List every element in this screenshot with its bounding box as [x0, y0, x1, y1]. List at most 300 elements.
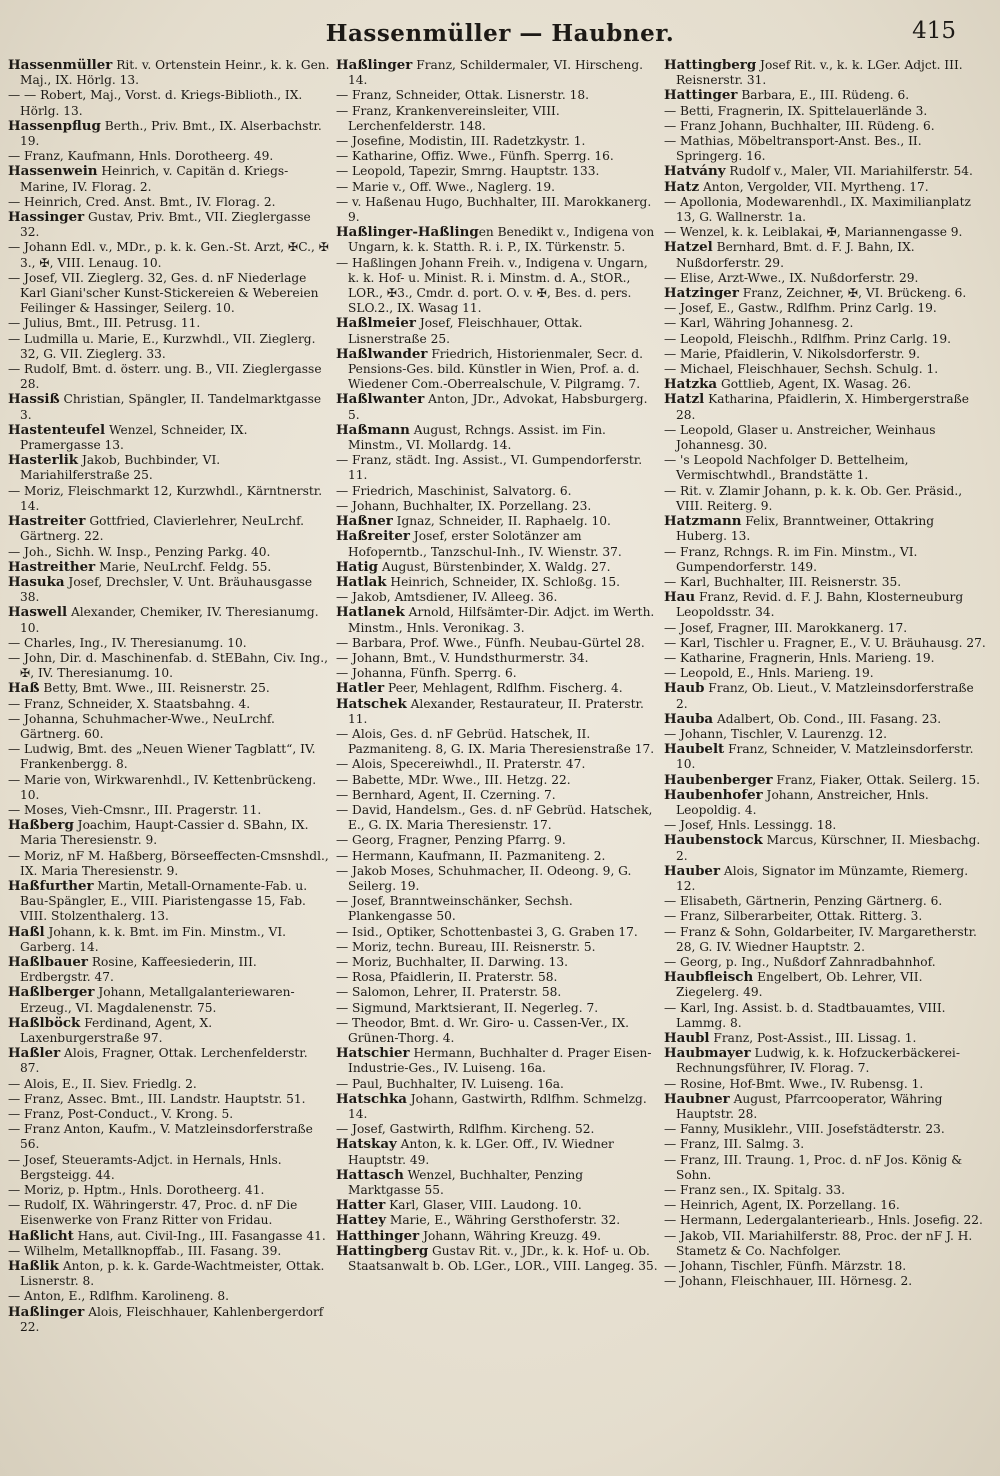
- directory-subentry: [664, 423, 986, 453]
- directory-entry: [664, 681, 986, 711]
- directory-subentry: [664, 651, 986, 666]
- directory-entry: [664, 240, 986, 270]
- directory-subentry: [664, 955, 986, 970]
- entry-text: — Johann, Tischler, Fünfh. Märzstr. 18.: [664, 1259, 907, 1274]
- entry-surname: Hatschier: [336, 1045, 410, 1062]
- directory-subentry: [8, 1183, 330, 1198]
- entry-surname: Hatig: [336, 558, 378, 575]
- entry-text: — Leopold, Tapezir, Smrng. Hauptstr. 133.: [336, 164, 600, 179]
- entry-text: August, Pfarrcooperator, Währing Hauptstr. 28.: [676, 1091, 943, 1122]
- entry-text: — Josef, Fragner, III. Marokkanerg. 17.: [664, 620, 908, 635]
- entry-surname: Haßner: [336, 513, 393, 530]
- directory-entry: [664, 514, 986, 544]
- entry-surname: Haßlberger: [8, 984, 95, 1001]
- entry-surname: Haubner: [664, 1090, 730, 1107]
- directory-subentry: [8, 712, 330, 742]
- directory-subentry: [664, 453, 986, 483]
- entry-surname: Hassenwein: [8, 163, 98, 180]
- directory-subentry: [664, 484, 986, 514]
- directory-subentry: [336, 1077, 658, 1092]
- directory-subentry: [336, 925, 658, 940]
- entry-text: — Anton, E., Rdlfhm. Karolineng. 8.: [8, 1289, 230, 1304]
- entry-text: Anton, Vergolder, VII. Myrtheng. 17.: [699, 179, 929, 194]
- entry-text: Josef, Fleischhauer, Ottak. Lisnerstraße 25.: [348, 316, 583, 346]
- directory-subentry: [336, 955, 658, 970]
- entry-text: — Karl, Tischler u. Fragner, E., V. U. Bräuhausg. 27.: [664, 635, 986, 650]
- entry-text: Gustav, Priv. Bmt., VII. Zieglergasse 32.: [20, 210, 311, 240]
- directory-entry: [8, 575, 330, 605]
- directory-entry: [336, 347, 658, 393]
- entry-text: Ignaz, Schneider, II. Raphaelg. 10.: [392, 514, 611, 529]
- entry-text: — Franz & Sohn, Goldarbeiter, IV. Margaretherstr. 28, G. IV. Wiedner Hauptstr. 2.: [664, 924, 977, 954]
- directory-entry: [336, 316, 658, 346]
- entry-surname: Hassenpflug: [8, 117, 101, 134]
- entry-surname: Hatvány: [664, 163, 726, 180]
- directory-subentry: [336, 134, 658, 149]
- entry-text: — Katharine, Fragnerin, Hnls. Marieng. 19.: [664, 650, 935, 665]
- entry-text: — Elisabeth, Gärtnerin, Penzing Gärtnerg. 6.: [664, 894, 943, 909]
- directory-entry: [664, 164, 986, 179]
- entry-surname: Haubl: [664, 1030, 710, 1046]
- directory-columns: [8, 58, 988, 1466]
- entry-text: — Alois, Specereiwhdl., II. Praterstr. 47.: [336, 757, 586, 772]
- entry-text: Alexander, Restaurateur, II. Praterstr. 11.: [348, 696, 644, 726]
- directory-subentry: [664, 1229, 986, 1259]
- entry-text: — Josef, Hnls. Lessingg. 18.: [664, 818, 837, 833]
- entry-text: — Mathias, Möbeltransport-Anst. Bes., II. Springerg. 16.: [664, 134, 922, 164]
- directory-subentry: [664, 727, 986, 742]
- entry-text: Hans, aut. Civil-Ing., III. Fasangasse 41.: [73, 1228, 326, 1243]
- entry-surname: Hattingberg: [336, 1242, 429, 1259]
- page-title: Hassenmüller — Haubner.: [325, 20, 675, 47]
- directory-entry: [336, 575, 658, 590]
- directory-entry: [8, 879, 330, 925]
- entry-text: — Rudolf, IX. Währingerstr. 47, Proc. d. nF Die Eisenwerke von Franz Ritter von Fridau.: [8, 1198, 298, 1228]
- directory-entry: [336, 697, 658, 727]
- entry-text: — Josef, E., Gastw., Rdlfhm. Prinz Carlg. 19.: [664, 301, 937, 316]
- entry-surname: Haubmayer: [664, 1045, 751, 1062]
- directory-entry: [8, 164, 330, 194]
- entry-text: — Marie von, Wirkwarenhdl., IV. Kettenbrückeng. 10.: [8, 772, 317, 802]
- entry-text: — Betti, Fragnerin, IX. Spittelauerlände 3.: [664, 103, 928, 118]
- entry-text: — Leopold, E., Hnls. Marieng. 19.: [664, 666, 874, 681]
- entry-text: — Johann, Bmt., V. Hundsthurmerstr. 34.: [336, 650, 589, 665]
- entry-text: — Jakob Moses, Schuhmacher, II. Odeong. 9, G. Seilerg. 19.: [336, 863, 632, 893]
- directory-subentry: [664, 1274, 986, 1289]
- directory-entry: [664, 392, 986, 422]
- entry-surname: Hatschek: [336, 695, 407, 712]
- entry-surname: Haßler: [8, 1045, 61, 1062]
- directory-subentry: [336, 1001, 658, 1016]
- entry-text: Anton, k. k. LGer. Off., IV. Wiedner Hauptstr. 49.: [348, 1137, 614, 1167]
- directory-entry: [8, 392, 330, 422]
- entry-text: — Rosa, Pfaidlerin, II. Praterstr. 58.: [336, 970, 558, 985]
- entry-text: — v. Haßenau Hugo, Buchhalter, III. Marokkanerg. 9.: [336, 194, 652, 225]
- directory-subentry: [664, 575, 986, 590]
- entry-surname: Hatler: [336, 680, 385, 697]
- entry-surname: Haubenhofer: [664, 786, 763, 803]
- directory-entry: [8, 1046, 330, 1076]
- entry-text: Franz, Fiaker, Ottak. Seilerg. 15.: [772, 772, 980, 787]
- column-middle: [336, 58, 658, 1466]
- entry-text: Johann, Anstreicher, Hnls. Leopoldig. 4.: [676, 787, 929, 817]
- directory-subentry: [336, 666, 658, 681]
- entry-text: — Rit. v. Zlamir Johann, p. k. k. Ob. Ger. Präsid., VIII. Reiterg. 9.: [664, 483, 963, 513]
- directory-entry: [336, 1046, 658, 1076]
- directory-subentry: [664, 1137, 986, 1152]
- entry-text: — Elise, Arzt-Wwe., IX. Nußdorferstr. 29.: [664, 270, 919, 285]
- entry-text: — Salomon, Lehrer, II. Praterstr. 58.: [336, 985, 562, 1000]
- directory-subentry: [8, 849, 330, 879]
- directory-subentry: [664, 347, 986, 362]
- entry-text: — Franz Johann, Buchhalter, III. Rüdeng. 6.: [664, 118, 935, 133]
- entry-text: Joachim, Haupt-Cassier d. SBahn, IX. Maria Theresienstr. 9.: [20, 818, 309, 848]
- directory-subentry: [664, 362, 986, 377]
- entry-text: — David, Handelsm., Ges. d. nF Gebrüd. Hatschek, E., G. IX. Maria Theresienstr. 17.: [336, 802, 653, 833]
- directory-subentry: [8, 1107, 330, 1122]
- directory-entry: [336, 225, 658, 255]
- entry-text: — Moses, Vieh-Cmsnr., III. Pragerstr. 11.: [8, 802, 262, 817]
- entry-text: — Heinrich, Agent, IX. Porzellang. 16.: [664, 1198, 900, 1213]
- directory-subentry: [336, 484, 658, 499]
- entry-text: Felix, Branntweiner, Ottakring Huberg. 13.: [676, 514, 935, 544]
- directory-subentry: [336, 180, 658, 195]
- entry-surname: Hatzl: [664, 391, 705, 408]
- directory-entry: [664, 712, 986, 727]
- entry-text: — Franz, Krankenvereinsleiter, VIII. Lerchenfelderstr. 148.: [336, 103, 560, 133]
- entry-text: — Ludmilla u. Marie, E., Kurzwhdl., VII. Zieglerg. 32, G. VII. Zieglerg. 33.: [8, 331, 316, 361]
- entry-text: — Franz, Silberarbeiter, Ottak. Ritterg. 3.: [664, 909, 923, 924]
- entry-surname: Hau: [664, 589, 696, 606]
- entry-text: — Franz, Rchngs. R. im Fin. Minstm., VI. Gumpendorferstr. 149.: [664, 544, 918, 574]
- directory-subentry: [664, 271, 986, 286]
- directory-entry: [664, 1046, 986, 1076]
- entry-text: — Paul, Buchhalter, IV. Luiseng. 16a.: [336, 1076, 564, 1091]
- directory-entry: [664, 58, 986, 88]
- entry-text: Johann, Gastwirth, Rdlfhm. Schmelzg. 14.: [348, 1091, 647, 1122]
- directory-entry: [336, 392, 658, 422]
- entry-surname: Hattasch: [336, 1166, 404, 1183]
- directory-entry: [8, 423, 330, 453]
- directory-entry: [336, 423, 658, 453]
- directory-entry: [664, 864, 986, 894]
- directory-entry: [336, 605, 658, 635]
- entry-text: Josef, erster Solotänzer am Hofoperntb., Tanzschul-Inh., IV. Wienstr. 37.: [348, 529, 622, 559]
- entry-surname: Haßreiter: [336, 528, 410, 545]
- directory-entry: [8, 818, 330, 848]
- entry-surname: Haßlmeier: [336, 315, 416, 332]
- entry-surname: Hassenmüller: [8, 58, 113, 73]
- entry-text: — Franz, Schneider, X. Staatsbahng. 4.: [8, 696, 251, 711]
- directory-subentry: [8, 1092, 330, 1107]
- directory-entry: [336, 58, 658, 88]
- entry-text: — Apollonia, Modewarenhdl., IX. Maximilianplatz 13, G. Wallnerstr. 1a.: [664, 194, 971, 225]
- directory-entry: [336, 1168, 658, 1198]
- entry-text: — Johann Edl. v., MDr., p. k. k. Gen.-St. Arzt, ✠C., ✠ 3., ✠, VIII. Lenaug. 10.: [8, 240, 329, 270]
- entry-text: — Johann, Fleischhauer, III. Hörnesg. 2.: [664, 1274, 913, 1289]
- directory-subentry: [8, 697, 330, 712]
- entry-surname: Haub: [664, 680, 705, 697]
- entry-text: — Rosine, Hof-Bmt. Wwe., IV. Rubensg. 1.: [664, 1076, 924, 1091]
- directory-entry: [8, 1229, 330, 1244]
- directory-subentry: [8, 545, 330, 560]
- directory-entry: [336, 1229, 658, 1244]
- entry-text: Bernhard, Bmt. d. F. J. Bahn, IX. Nußdorferstr. 29.: [676, 240, 915, 270]
- entry-surname: Hattinger: [664, 87, 738, 104]
- entry-text: — Franz, Kaufmann, Hnls. Dorotheerg. 49.: [8, 149, 274, 164]
- directory-subentry: [336, 894, 658, 924]
- entry-surname: Hatzka: [664, 376, 718, 393]
- entry-surname: Haubelt: [664, 741, 725, 758]
- entry-text: Heinrich, v. Capitän d. Kriegs-Marine, IV. Florag. 2.: [20, 164, 289, 194]
- directory-entry: [664, 88, 986, 103]
- directory-subentry: [336, 849, 658, 864]
- entry-text: Franz, Ob. Lieut., V. Matzleinsdorferstraße 2.: [676, 681, 974, 711]
- directory-subentry: [8, 1077, 330, 1092]
- entry-text: — Franz, Schneider, Ottak. Lisnerstr. 18.: [336, 88, 589, 103]
- entry-text: Josef Rit. v., k. k. LGer. Adjct. III. Reisnerstr. 31.: [676, 58, 963, 88]
- entry-text: — Julius, Bmt., III. Petrusg. 11.: [8, 316, 201, 331]
- entry-text: Ludwig, k. k. Hofzuckerbäckerei-Rechnungsführer, IV. Florag. 7.: [676, 1046, 960, 1076]
- directory-subentry: [8, 195, 330, 210]
- entry-surname: Haßlwanter: [336, 391, 425, 408]
- directory-entry: [8, 210, 330, 240]
- entry-text: Marie, NeuLrchf. Feldg. 55.: [95, 559, 272, 574]
- entry-text: — Sigmund, Marktsierant, II. Negerleg. 7.: [336, 1000, 599, 1015]
- entry-surname: Hastreither: [8, 558, 96, 575]
- entry-surname: Hasterlik: [8, 452, 79, 469]
- directory-entry: [664, 1031, 986, 1046]
- entry-text: Josef, Drechsler, V. Unt. Bräuhausgasse 38.: [20, 574, 313, 605]
- entry-surname: Haßfurther: [8, 877, 94, 894]
- directory-subentry: [336, 651, 658, 666]
- entry-text: — Marie, Pfaidlerin, V. Nikolsdorferstr. 9.: [664, 346, 920, 361]
- directory-entry: [8, 560, 330, 575]
- entry-text: — Alois, Ges. d. nF Gebrüd. Hatschek, II. Pazmaniteng. 8, G. IX. Maria Theresienstraße 17.: [336, 726, 655, 757]
- entry-text: — Johann, Buchhalter, IX. Porzellang. 23.: [336, 498, 592, 513]
- entry-text: Engelbert, Ob. Lehrer, VII. Ziegelerg. 49.: [676, 970, 923, 1000]
- directory-subentry: [336, 256, 658, 317]
- directory-entry: [336, 681, 658, 696]
- entry-text: — Josef, Gastwirth, Rdlfhm. Kircheng. 52.: [336, 1122, 595, 1137]
- directory-subentry: [8, 651, 330, 681]
- entry-surname: Hatz: [664, 178, 700, 195]
- entry-text: — — Robert, Maj., Vorst. d. Kriegs-Biblioth., IX. Hörlg. 13.: [8, 88, 303, 118]
- entry-text: — Ludwig, Bmt. des „Neuen Wiener Tagblatt“, IV. Frankenbergg. 8.: [8, 742, 316, 772]
- directory-entry: [664, 788, 986, 818]
- entry-surname: Hauba: [664, 710, 714, 727]
- directory-subentry: [664, 119, 986, 134]
- entry-text: Arnold, Hilfsämter-Dir. Adjct. im Werth. Minstm., Hnls. Veronikag. 3.: [348, 605, 655, 635]
- directory-subentry: [664, 1001, 986, 1031]
- entry-text: — Theodor, Bmt. d. Wr. Giro- u. Cassen-Ver., IX. Grünen-Thorg. 4.: [336, 1015, 630, 1045]
- directory-entry: [664, 377, 986, 392]
- directory-subentry: [664, 1198, 986, 1213]
- directory-subentry: [664, 1153, 986, 1183]
- column-right: [664, 58, 986, 1466]
- entry-text: Johann, Metallgalanteriewaren-Erzeug., VI. Magdalenenstr. 75.: [20, 985, 295, 1015]
- entry-surname: Hattey: [336, 1212, 386, 1229]
- directory-subentry: [336, 803, 658, 833]
- entry-text: — Alois, E., II. Siev. Friedlg. 2.: [8, 1076, 197, 1091]
- entry-text: — Hermann, Ledergalanteriearb., Hnls. Josefig. 22.: [664, 1213, 983, 1228]
- directory-subentry: [8, 803, 330, 818]
- directory-subentry: [664, 1213, 986, 1228]
- entry-text: — Franz, städt. Ing. Assist., VI. Gumpendorferstr. 11.: [336, 453, 643, 483]
- directory-subentry: [336, 773, 658, 788]
- entry-surname: Haßlbauer: [8, 953, 88, 970]
- page-header: [16, 18, 984, 52]
- entry-surname: Hatskay: [336, 1136, 397, 1153]
- directory-entry: [336, 514, 658, 529]
- directory-entry: [664, 833, 986, 863]
- entry-text: — Hermann, Kaufmann, II. Pazmaniteng. 2.: [336, 848, 606, 863]
- directory-subentry: [664, 666, 986, 681]
- entry-text: Betty, Bmt. Wwe., III. Reisnerstr. 25.: [39, 681, 270, 696]
- entry-surname: Haßl: [8, 923, 45, 940]
- directory-subentry: [8, 149, 330, 164]
- entry-text: — Charles, Ing., IV. Theresianumg. 10.: [8, 635, 247, 650]
- entry-surname: Hatlak: [336, 573, 387, 590]
- directory-subentry: [8, 88, 330, 118]
- entry-text: — Karl, Buchhalter, III. Reisnerstr. 35.: [664, 574, 902, 589]
- directory-subentry: [8, 1122, 330, 1152]
- directory-subentry: [664, 818, 986, 833]
- entry-text: — Karl, Ing. Assist. b. d. Stadtbauamtes, VIII. Lammg. 8.: [664, 1000, 946, 1030]
- entry-surname: Haß: [8, 680, 40, 697]
- entry-text: — Katharine, Offiz. Wwe., Fünfh. Sperrg. 16.: [336, 149, 614, 164]
- directory-subentry: [336, 1016, 658, 1046]
- directory-subentry: [664, 301, 986, 316]
- entry-surname: Hatter: [336, 1197, 386, 1214]
- directory-subentry: [664, 225, 986, 240]
- entry-text: — Haßlingen Johann Freih. v., Indigena v. Ungarn, k. k. Hof- u. Minist. R. i. Minstm. d. A., StOR., LOR., ✠3., Cmdr. d. port. O. v. ✠, Bes. d. pers. SLO.2., IX. Wasag 11.: [336, 255, 648, 316]
- entry-surname: Hatzmann: [664, 513, 742, 530]
- directory-entry: [8, 681, 330, 696]
- entry-text: Hermann, Buchhalter d. Prager Eisen-Industrie-Ges., IV. Luiseng. 16a.: [348, 1046, 652, 1076]
- entry-text: — Fanny, Musiklehr., VIII. Josefstädterstr. 23.: [664, 1122, 945, 1137]
- entry-text: Jakob, Buchbinder, VI. Mariahilferstraße 25.: [20, 453, 221, 483]
- entry-surname: Haßlik: [8, 1258, 59, 1275]
- entry-surname: Haßlböck: [8, 1014, 81, 1031]
- entry-text: Franz, Zeichner, ✠, VI. Brückeng. 6.: [738, 286, 967, 301]
- entry-surname: Hatschka: [336, 1090, 407, 1107]
- directory-entry: [8, 955, 330, 985]
- directory-entry: [8, 925, 330, 955]
- entry-text: August, Rchngs. Assist. im Fin. Minstm., VI. Mollardg. 14.: [348, 422, 606, 453]
- entry-surname: Hatzinger: [664, 285, 739, 302]
- directory-subentry: [664, 134, 986, 164]
- directory-subentry: [664, 316, 986, 331]
- directory-subentry: [664, 1077, 986, 1092]
- directory-entry: [336, 529, 658, 559]
- directory-subentry: [336, 864, 658, 894]
- entry-text: Christian, Spängler, II. Tandelmarktgasse 3.: [20, 392, 322, 422]
- directory-entry: [664, 590, 986, 620]
- entry-text: — Moriz, Buchhalter, II. Darwing. 13.: [336, 954, 568, 969]
- entry-text: Rudolf v., Maler, VII. Mariahilferstr. 54.: [725, 164, 973, 179]
- entry-surname: Hatthinger: [336, 1227, 420, 1244]
- directory-subentry: [336, 149, 658, 164]
- directory-subentry: [336, 985, 658, 1000]
- entry-text: Martin, Metall-Ornamente-Fab. u. Bau-Spängler, E., VIII. Piaristengasse 15, Fab. VIII. Stolzenthalerg. 13.: [20, 878, 308, 924]
- entry-text: Franz, Revid. d. F. J. Bahn, Klosterneuburg Leopoldsstr. 34.: [676, 590, 964, 620]
- directory-subentry: [8, 271, 330, 317]
- entry-surname: Hatlanek: [336, 604, 405, 621]
- entry-text: — Rudolf, Bmt. d. österr. ung. B., VII. Zieglergasse 28.: [8, 362, 322, 392]
- directory-subentry: [664, 545, 986, 575]
- directory-subentry: [8, 1153, 330, 1183]
- entry-text: Katharina, Pfaidlerin, X. Himbergerstraße 28.: [676, 392, 969, 422]
- entry-text: Franz, Post-Assist., III. Lissag. 1.: [709, 1031, 917, 1045]
- entry-text: — Franz, III. Traung. 1, Proc. d. nF Jos. König & Sohn.: [664, 1152, 963, 1182]
- directory-subentry: [8, 636, 330, 651]
- entry-text: Heinrich, Schneider, IX. Schloßg. 15.: [386, 574, 620, 589]
- entry-text: — Johann, Tischler, V. Laurenzg. 12.: [664, 726, 888, 741]
- entry-surname: Hastreiter: [8, 513, 86, 530]
- entry-text: Wenzel, Schneider, IX. Pramergasse 13.: [20, 422, 248, 453]
- directory-subentry: [664, 925, 986, 955]
- entry-text: Alois, Fleischhauer, Kahlenbergerdorf 22.: [20, 1304, 324, 1334]
- entry-text: Gottlieb, Agent, IX. Wasag. 26.: [717, 377, 912, 392]
- entry-text: Friedrich, Historienmaler, Secr. d. Pensions-Ges. bild. Künstler in Wien, Prof. a. d. Wiedener Com.-Oberrealschule, V. Pilgramg. 7.: [348, 346, 643, 392]
- entry-text: Berth., Priv. Bmt., IX. Alserbachstr. 19.: [20, 118, 322, 149]
- directory-entry: [664, 286, 986, 301]
- entry-surname: Haßlinger: [336, 58, 413, 73]
- directory-subentry: [336, 970, 658, 985]
- directory-subentry: [336, 788, 658, 803]
- entry-text: Gustav Rit. v., JDr., k. k. Hof- u. Ob. Staatsanwalt b. Ob. LGer., LOR., VIII. Langeg. 35.: [348, 1243, 658, 1274]
- entry-text: Marie, E., Währing Gersthoferstr. 32.: [386, 1213, 621, 1228]
- entry-surname: Hassinger: [8, 209, 85, 226]
- entry-surname: Hastenteufel: [8, 421, 106, 438]
- directory-subentry: [664, 1259, 986, 1274]
- directory-subentry: [664, 1183, 986, 1198]
- entry-text: Rit. v. Ortenstein Heinr., k. k. Gen. Maj., IX. Hörlg. 13.: [20, 58, 330, 88]
- directory-entry: [336, 1244, 658, 1274]
- entry-text: Alexander, Chemiker, IV. Theresianumg. 10.: [20, 605, 319, 635]
- entry-text: en Benedikt v., Indigena von Ungarn, k. k. Statth. R. i. P., IX. Türkenstr. 5.: [348, 225, 655, 255]
- entry-surname: Haßlicht: [8, 1227, 74, 1244]
- directory-entry: [8, 1016, 330, 1046]
- entry-text: Franz, Schildermaler, VI. Hirscheng. 14.: [348, 58, 644, 88]
- directory-subentry: [336, 453, 658, 483]
- directory-subentry: [664, 894, 986, 909]
- page-number: 415: [912, 18, 956, 44]
- entry-text: Anton, JDr., Advokat, Habsburgerg. 5.: [348, 392, 648, 422]
- entry-surname: Haßberg: [8, 817, 74, 834]
- directory-subentry: [336, 636, 658, 651]
- directory-entry: [664, 773, 986, 788]
- directory-entry: [336, 1092, 658, 1122]
- directory-subentry: [8, 484, 330, 514]
- directory-subentry: [8, 773, 330, 803]
- entry-text: — Jakob, Amtsdiener, IV. Alleeg. 36.: [336, 590, 558, 605]
- directory-subentry: [8, 1289, 330, 1304]
- entry-text: — Franz, III. Salmg. 3.: [664, 1137, 805, 1152]
- entry-surname: Haßmann: [336, 421, 410, 438]
- entry-surname: Haubenstock: [664, 832, 763, 849]
- entry-text: — Karl, Währing Johannesg. 2.: [664, 316, 854, 331]
- directory-entry: [664, 970, 986, 1000]
- entry-text: Gottfried, Clavierlehrer, NeuLrchf. Gärtnerg. 22.: [20, 514, 305, 544]
- entry-text: — Friedrich, Maschinist, Salvatorg. 6.: [336, 483, 572, 498]
- entry-text: — Wilhelm, Metallknopffab., III. Fasang. 39.: [8, 1243, 282, 1258]
- entry-surname: Haßlinger: [8, 1303, 85, 1320]
- entry-surname: Hattingberg: [664, 58, 757, 73]
- entry-text: August, Bürstenbinder, X. Waldg. 27.: [377, 559, 611, 574]
- directory-subentry: [336, 88, 658, 103]
